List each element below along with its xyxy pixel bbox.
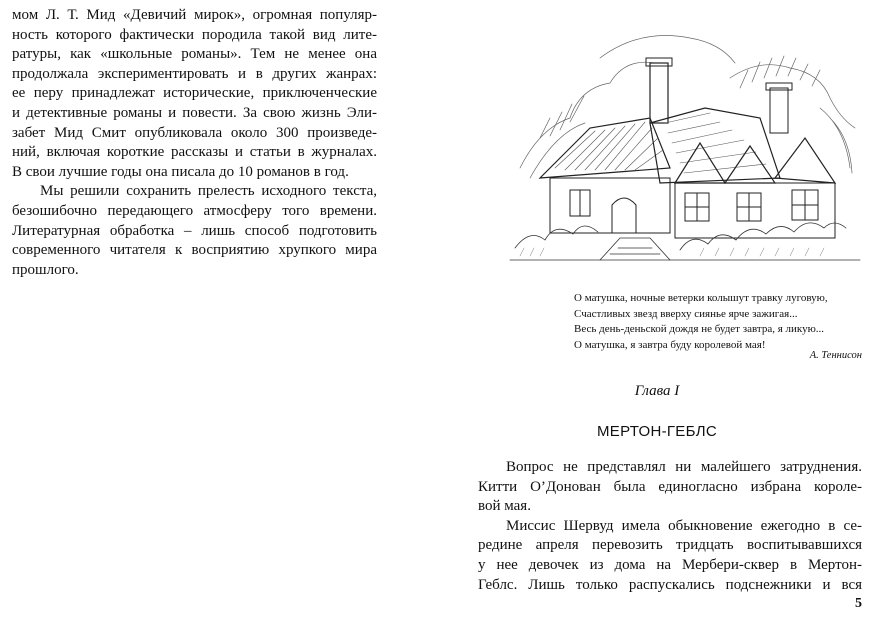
right-page bbox=[438, 0, 876, 622]
chapter-label: Глава I bbox=[634, 383, 680, 399]
text-line: Геблс. Лишь только распускались подснежники и вся bbox=[478, 576, 862, 593]
chapter-title: МЕРТОН-ГЕБЛС bbox=[596, 423, 718, 440]
text-line: у нее девочек из дома на Мербери-сквер в Мертон- bbox=[478, 556, 862, 573]
text-line: Вопрос не представлял ни малейшего затруднения. bbox=[506, 459, 862, 475]
epigraph bbox=[574, 291, 864, 353]
text-line: современного читателя к восприятию хрупкого мира bbox=[12, 242, 377, 259]
text-line: мом Л. Т. Мид «Девичий мирок», огромная популяр- bbox=[12, 7, 377, 23]
text-line: безошибочно передающего атмосферу того времени. bbox=[12, 202, 377, 219]
text-line: редине апреля перевозить тридцать воспитывавшихся bbox=[478, 537, 862, 554]
text-line: Литературная обработка – лишь способ подготовить bbox=[12, 222, 377, 239]
text-line: Китти О’Донован была единогласно избрана короле- bbox=[478, 478, 862, 495]
text-line: вой мая. bbox=[478, 498, 531, 515]
text-line: Миссис Шервуд имела обыкновение ежегодно в се- bbox=[506, 517, 862, 534]
epigraph-line: О матушка, ночные ветерки колышут травку луговую, bbox=[574, 292, 828, 304]
page-number: 5 bbox=[855, 596, 862, 611]
text-line: ний, включая короткие рассказы и статьи в журналах. bbox=[12, 144, 377, 161]
text-line: продолжала экспериментировать и в других жанрах: bbox=[12, 65, 377, 82]
text-line: прошлого. bbox=[12, 261, 79, 278]
text-line: В свои лучшие годы она писала до 10 романов в год. bbox=[12, 163, 349, 180]
text-line: ность которого фактически породила такой вид лите- bbox=[12, 26, 377, 43]
epigraph-line: Весь день-деньской дождя не будет завтра, я ликую... bbox=[574, 323, 825, 336]
text-line: ратуры, как «школьные романы». Тем не менее она bbox=[12, 46, 377, 63]
text-line: Мы решили сохранить прелесть исходного текста, bbox=[40, 183, 377, 200]
epigraph-author: А. Теннисон bbox=[809, 350, 862, 361]
manor-house-illustration bbox=[500, 18, 870, 270]
text-line: забет Мид Смит опубликовала около 300 произведе- bbox=[12, 124, 377, 141]
text-line: и детективные романы и повести. За свою жизнь Эли- bbox=[12, 104, 377, 121]
epigraph-line: Счастливых звезд вверху сиянье ярче зажигая... bbox=[574, 307, 798, 320]
text-line: ее перу принадлежат исторические, приключенческие bbox=[12, 85, 377, 102]
left-body-text bbox=[12, 6, 377, 280]
epigraph-line: О матушка, я завтра буду королевой мая! bbox=[574, 338, 766, 351]
right-body-text bbox=[478, 458, 862, 595]
